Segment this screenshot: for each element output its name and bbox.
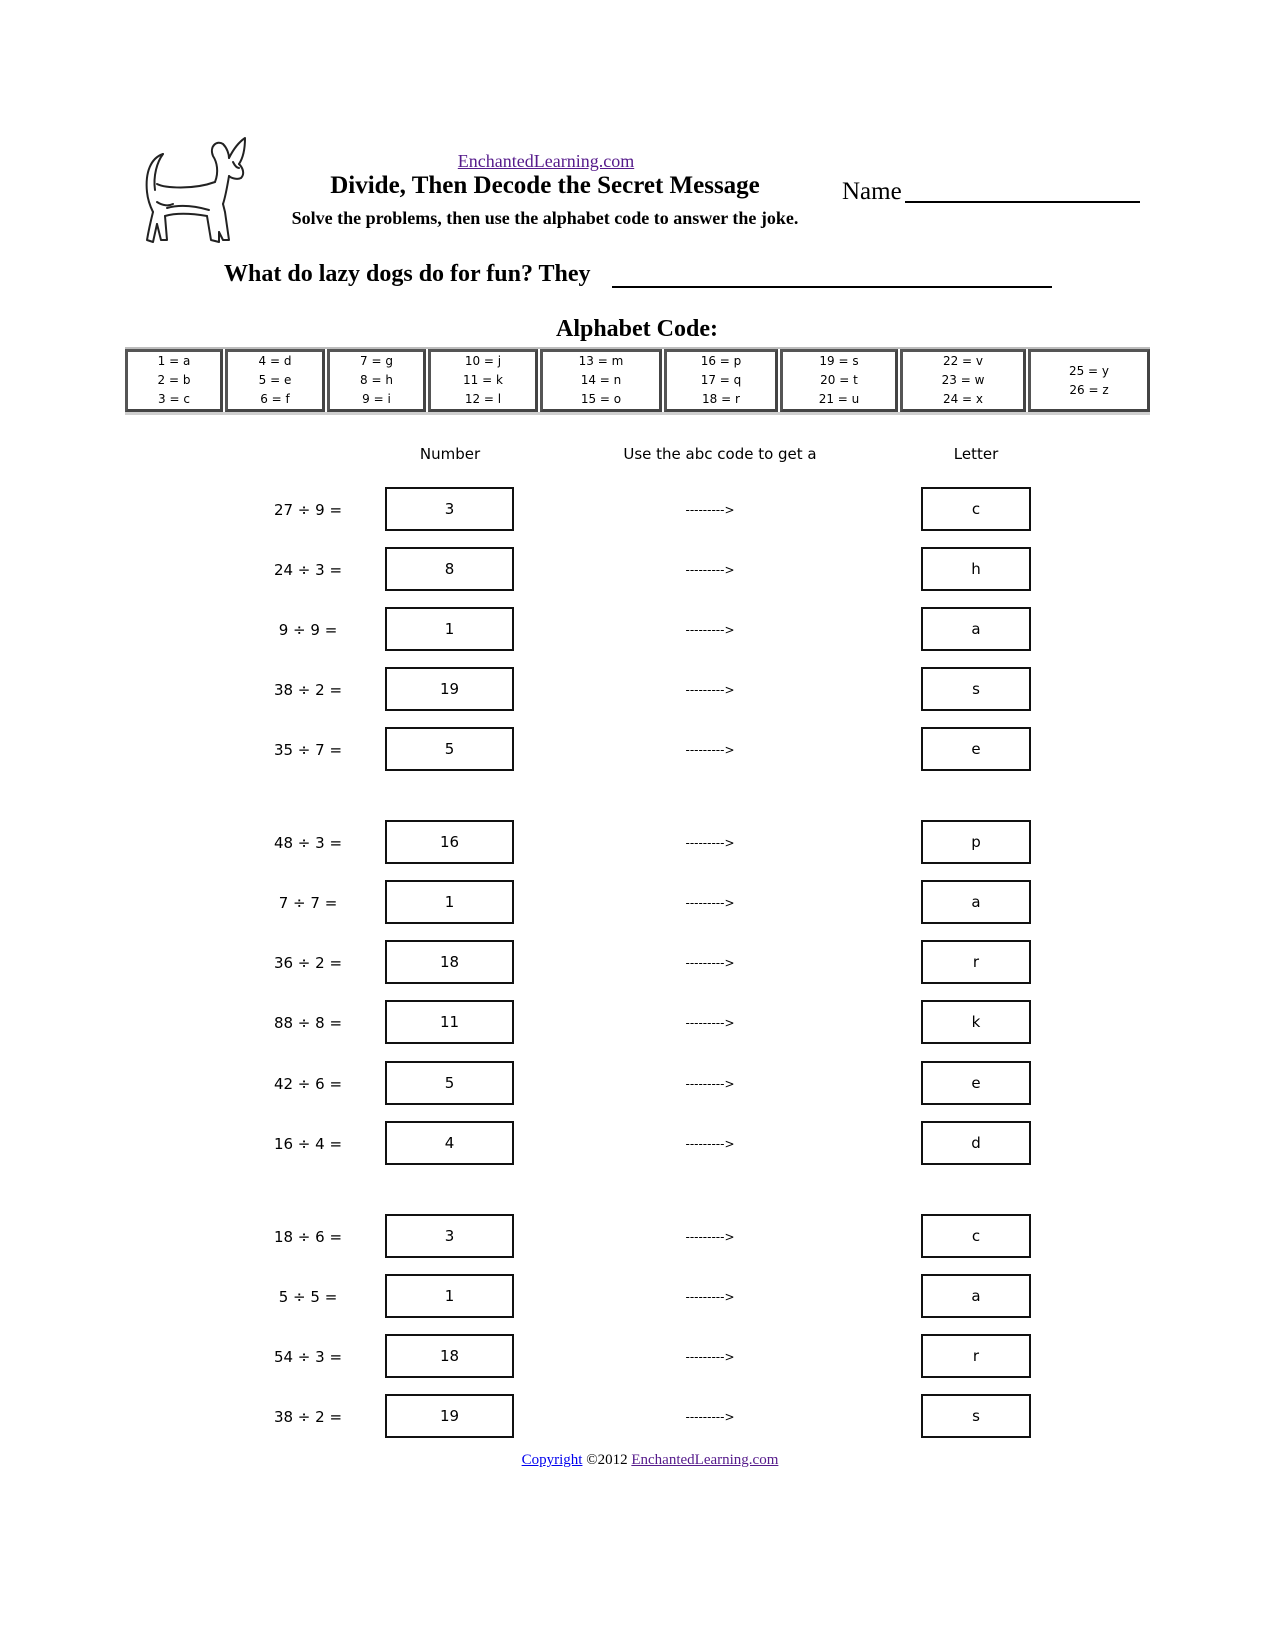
number-answer-box[interactable]: 1 [385, 607, 514, 651]
division-expression: 35 ÷ 7 = [273, 741, 343, 759]
letter-answer-box[interactable]: c [921, 487, 1031, 531]
letter-answer-box[interactable]: e [921, 1061, 1031, 1105]
letter-answer-box[interactable]: c [921, 1214, 1031, 1258]
code-entry: 11 = k [463, 373, 503, 387]
code-entry: 15 = o [580, 392, 622, 406]
code-cell [1028, 349, 1150, 412]
code-cell [428, 349, 538, 412]
letter-column-header: Letter [953, 445, 999, 463]
instruction-column-header: Use the abc code to get a [623, 445, 817, 463]
division-expression: 42 ÷ 6 = [273, 1075, 343, 1093]
letter-answer-box[interactable]: a [921, 880, 1031, 924]
code-entry: 3 = c [158, 392, 190, 406]
arrow-text: ---------> [685, 956, 735, 970]
code-entry: 9 = i [362, 392, 391, 406]
division-expression: 24 ÷ 3 = [273, 561, 343, 579]
code-cell [664, 349, 778, 412]
letter-answer-box[interactable]: r [921, 940, 1031, 984]
division-expression: 88 ÷ 8 = [273, 1014, 343, 1032]
footer-site-link[interactable]: EnchantedLearning.com [631, 1452, 779, 1468]
joke-answer-line[interactable] [612, 286, 1052, 288]
code-cell [125, 349, 223, 412]
problem-row [0, 940, 1275, 986]
code-entry: 13 = m [578, 354, 624, 368]
division-expression: 36 ÷ 2 = [273, 954, 343, 972]
problem-row [0, 1214, 1275, 1260]
division-expression: 54 ÷ 3 = [273, 1348, 343, 1366]
chihuahua-dog-icon [133, 132, 253, 247]
code-entry: 6 = f [260, 392, 290, 406]
code-entry: 19 = s [819, 354, 859, 368]
letter-answer-box[interactable]: d [921, 1121, 1031, 1165]
code-cell [780, 349, 898, 412]
number-answer-box[interactable]: 1 [385, 880, 514, 924]
problem-row [0, 820, 1275, 866]
problem-row [0, 607, 1275, 653]
division-expression: 7 ÷ 7 = [278, 894, 338, 912]
division-expression: 27 ÷ 9 = [273, 501, 343, 519]
problem-row [0, 1000, 1275, 1046]
number-answer-box[interactable]: 19 [385, 1394, 514, 1438]
copyright-year: ©2012 [586, 1452, 628, 1468]
division-expression: 38 ÷ 2 = [273, 1408, 343, 1426]
problem-row [0, 487, 1275, 533]
code-entry: 26 = z [1069, 382, 1109, 397]
code-cell [327, 349, 426, 412]
code-entry: 24 = x [942, 392, 984, 406]
problem-row [0, 667, 1275, 713]
number-answer-box[interactable]: 16 [385, 820, 514, 864]
problem-row [0, 1394, 1275, 1440]
letter-answer-box[interactable]: s [921, 667, 1031, 711]
problem-row [0, 1121, 1275, 1167]
code-entry: 10 = j [464, 354, 502, 368]
arrow-text: ---------> [685, 683, 735, 697]
number-column-header: Number [419, 445, 481, 463]
arrow-text: ---------> [685, 1350, 735, 1364]
copyright-link[interactable]: Copyright [521, 1452, 583, 1468]
code-entry: 22 = v [942, 354, 984, 368]
code-entry: 14 = n [580, 373, 622, 387]
division-expression: 5 ÷ 5 = [278, 1288, 338, 1306]
code-cell [225, 349, 325, 412]
letter-answer-box[interactable]: h [921, 547, 1031, 591]
worksheet-title: Divide, Then Decode the Secret Message [330, 172, 760, 199]
site-link[interactable]: EnchantedLearning.com [457, 151, 635, 171]
arrow-text: ---------> [685, 896, 735, 910]
arrow-text: ---------> [685, 836, 735, 850]
number-answer-box[interactable]: 4 [385, 1121, 514, 1165]
code-entry: 8 = h [360, 373, 393, 387]
problem-row [0, 1061, 1275, 1107]
letter-answer-box[interactable]: a [921, 1274, 1031, 1318]
code-entry: 4 = d [258, 354, 292, 368]
problem-row [0, 1274, 1275, 1320]
letter-answer-box[interactable]: r [921, 1334, 1031, 1378]
footer [450, 1452, 850, 1469]
arrow-text: ---------> [685, 1137, 735, 1151]
arrow-text: ---------> [685, 1290, 735, 1304]
name-label: Name [842, 178, 902, 205]
worksheet-subtitle: Solve the problems, then use the alphabet code to answer the joke. [291, 208, 799, 228]
code-entry: 20 = t [820, 373, 858, 387]
division-expression: 18 ÷ 6 = [273, 1228, 343, 1246]
letter-answer-box[interactable]: s [921, 1394, 1031, 1438]
alphabet-code-title: Alphabet Code: [555, 316, 718, 342]
code-entry: 2 = b [157, 373, 191, 387]
code-entry: 23 = w [941, 373, 985, 387]
number-answer-box[interactable]: 5 [385, 727, 514, 771]
code-entry: 17 = q [700, 373, 742, 387]
arrow-text: ---------> [685, 503, 735, 517]
problem-row [0, 880, 1275, 926]
arrow-text: ---------> [685, 743, 735, 757]
division-expression: 38 ÷ 2 = [273, 681, 343, 699]
letter-answer-box[interactable]: a [921, 607, 1031, 651]
number-answer-box[interactable]: 3 [385, 487, 514, 531]
joke-question: What do lazy dogs do for fun? They [224, 261, 591, 287]
number-answer-box[interactable]: 1 [385, 1274, 514, 1318]
name-input-line[interactable] [905, 201, 1140, 203]
problem-row [0, 1334, 1275, 1380]
letter-answer-box[interactable]: k [921, 1000, 1031, 1044]
code-entry: 16 = p [700, 354, 742, 368]
division-expression: 16 ÷ 4 = [273, 1135, 343, 1153]
code-entry: 25 = y [1068, 363, 1110, 378]
arrow-text: ---------> [685, 1410, 735, 1424]
arrow-text: ---------> [685, 623, 735, 637]
arrow-text: ---------> [685, 1016, 735, 1030]
division-expression: 9 ÷ 9 = [278, 621, 338, 639]
code-entry: 7 = g [360, 354, 393, 368]
number-answer-box[interactable]: 19 [385, 667, 514, 711]
arrow-text: ---------> [685, 1077, 735, 1091]
number-answer-box[interactable]: 3 [385, 1214, 514, 1258]
problem-row [0, 727, 1275, 773]
code-entry: 18 = r [702, 392, 740, 406]
number-answer-box[interactable]: 18 [385, 940, 514, 984]
code-cell [900, 349, 1026, 412]
code-entry: 1 = a [157, 354, 191, 368]
code-entry: 5 = e [258, 373, 292, 387]
problem-row [0, 547, 1275, 593]
number-answer-box[interactable]: 11 [385, 1000, 514, 1044]
code-entry: 12 = l [464, 392, 502, 406]
number-answer-box[interactable]: 8 [385, 547, 514, 591]
number-answer-box[interactable]: 18 [385, 1334, 514, 1378]
division-expression: 48 ÷ 3 = [273, 834, 343, 852]
code-cell [540, 349, 662, 412]
number-answer-box[interactable]: 5 [385, 1061, 514, 1105]
arrow-text: ---------> [685, 1230, 735, 1244]
letter-answer-box[interactable]: e [921, 727, 1031, 771]
arrow-text: ---------> [685, 563, 735, 577]
letter-answer-box[interactable]: p [921, 820, 1031, 864]
code-entry: 21 = u [818, 392, 860, 406]
alphabet-code-table [125, 347, 1150, 415]
